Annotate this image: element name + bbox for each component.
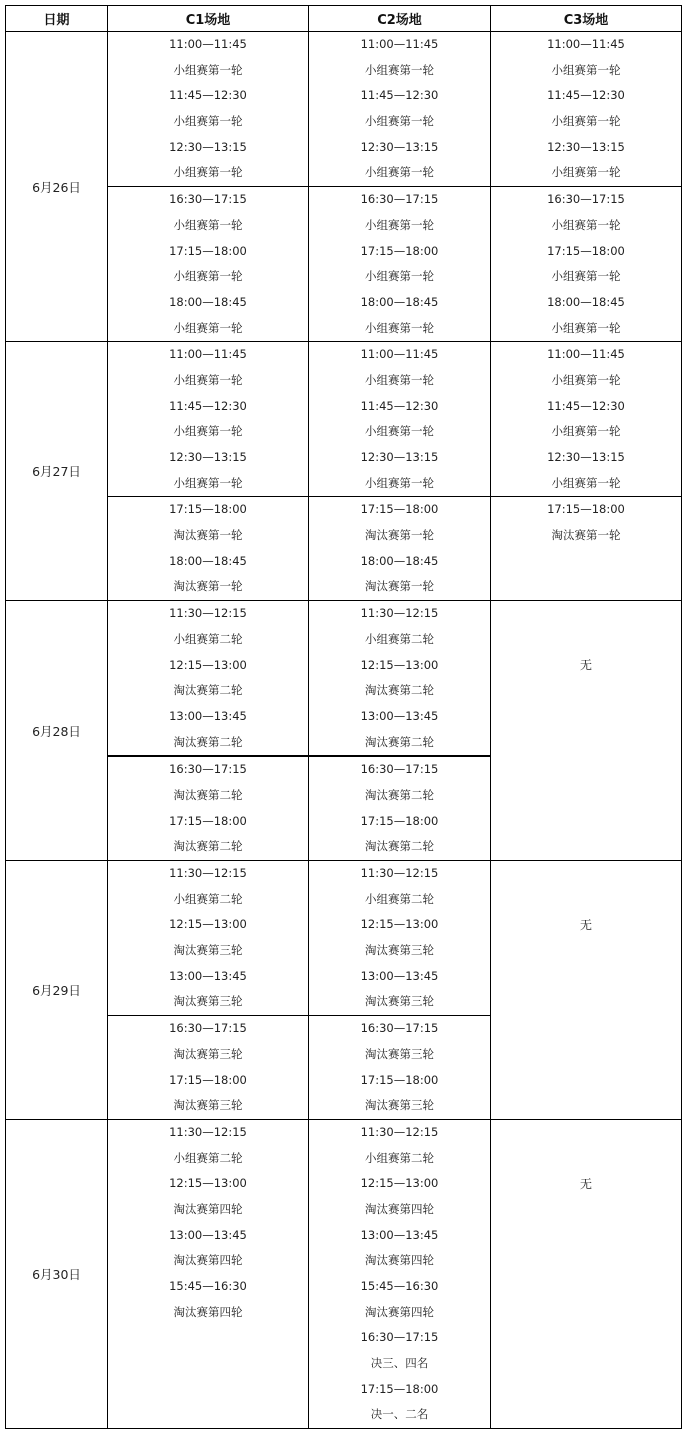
match-round: 小组赛第一轮 (173, 114, 243, 129)
slot-cell-c2 (309, 342, 491, 497)
time-slot: 11:00—11:45 (360, 37, 439, 51)
match-round: 小组赛第一轮 (551, 372, 621, 387)
time-slot: 18:00—18:45 (360, 553, 439, 568)
match-round: 淘汰赛第二轮 (365, 839, 434, 854)
match-round: 淘汰赛第四轮 (173, 1253, 243, 1268)
match-round: 小组赛第一轮 (365, 424, 434, 439)
match-round: 小组赛第一轮 (173, 320, 243, 335)
slot-cell-c2 (309, 497, 491, 601)
time-slot: 17:15—18:00 (169, 502, 247, 517)
slot-cell-c3 (491, 187, 682, 342)
match-round: 淘汰赛第四轮 (365, 1201, 434, 1216)
slot-cell-c1 (108, 342, 309, 497)
day-row (6, 1119, 682, 1428)
date-cell: 6月26日 (6, 32, 108, 342)
slot-cell-c1 (108, 601, 309, 757)
slot-cell-c3 (491, 32, 682, 187)
slot-cell-c1 (108, 756, 309, 860)
match-round: 淘汰赛第三轮 (365, 994, 434, 1009)
match-round: 小组赛第一轮 (365, 62, 434, 77)
day-row (6, 32, 682, 187)
match-round: 淘汰赛第二轮 (365, 683, 434, 698)
time-slot: 12:15—13:00 (169, 657, 247, 672)
header-c3: C3场地 (491, 6, 682, 32)
match-round: 淘汰赛第一轮 (173, 579, 243, 594)
time-slot: 12:30—13:15 (169, 139, 247, 154)
match-round: 淘汰赛第二轮 (173, 734, 243, 749)
day-row (6, 187, 682, 342)
slot-cell-c1 (108, 1119, 309, 1428)
time-slot: 17:15—18:00 (169, 813, 247, 828)
match-round: 淘汰赛第一轮 (365, 528, 434, 543)
day-row (6, 497, 682, 601)
time-slot: 17:15—18:00 (547, 502, 625, 517)
match-round: 小组赛第一轮 (173, 475, 243, 490)
match-round: 淘汰赛第四轮 (365, 1253, 434, 1268)
slot-cell-c1 (108, 497, 309, 601)
time-slot: 11:00—11:45 (547, 37, 625, 51)
time-slot: 12:15—13:00 (169, 917, 247, 932)
slot-cell-c1 (108, 32, 309, 187)
match-round: 淘汰赛第二轮 (365, 787, 434, 802)
slot-cell-c2 (309, 601, 491, 757)
match-round: 小组赛第二轮 (365, 891, 434, 906)
day-row (6, 861, 682, 1016)
slot-cell-c2 (309, 187, 491, 342)
time-slot: 16:30—17:15 (360, 1021, 439, 1036)
match-round: 淘汰赛第三轮 (365, 943, 434, 958)
match-round: 小组赛第一轮 (173, 62, 243, 77)
match-round: 小组赛第一轮 (365, 217, 434, 232)
date-cell: 6月30日 (6, 1119, 108, 1428)
time-slot: 18:00—18:45 (169, 294, 247, 309)
time-slot: 11:30—12:15 (360, 1124, 439, 1139)
header-date: 日期 (6, 6, 108, 32)
match-round: 小组赛第一轮 (173, 217, 243, 232)
time-slot: 11:45—12:30 (547, 88, 625, 103)
match-round: 小组赛第一轮 (551, 320, 621, 335)
slot-cell-c2 (309, 861, 491, 1016)
time-slot: 13:00—13:45 (169, 968, 247, 983)
time-slot: 12:15—13:00 (360, 917, 439, 932)
match-round: 小组赛第二轮 (365, 1150, 434, 1165)
time-slot: 16:30—17:15 (360, 1330, 439, 1345)
match-round: 小组赛第一轮 (551, 62, 621, 77)
match-round: 淘汰赛第三轮 (365, 1098, 434, 1113)
time-slot: 13:00—13:45 (360, 968, 439, 983)
match-round: 小组赛第二轮 (173, 891, 243, 906)
match-round: 淘汰赛第一轮 (173, 528, 243, 543)
slot-cell-c1 (108, 861, 309, 1016)
time-slot: 11:00—11:45 (547, 347, 625, 362)
time-slot: 12:30—13:15 (360, 139, 439, 154)
time-slot: 16:30—17:15 (360, 762, 439, 777)
time-slot: 15:45—16:30 (169, 1279, 247, 1293)
match-round: 淘汰赛第四轮 (365, 1304, 434, 1319)
time-slot: 12:15—13:00 (360, 1176, 439, 1191)
time-slot: 11:00—11:45 (169, 347, 247, 362)
match-round: 淘汰赛第二轮 (365, 734, 434, 749)
slot-cell-c3 (491, 342, 682, 497)
time-slot: 16:30—17:15 (169, 1021, 247, 1036)
time-slot: 11:30—12:15 (169, 1124, 247, 1139)
time-slot: 13:00—13:45 (169, 708, 247, 723)
time-slot: 13:00—13:45 (360, 708, 439, 723)
time-slot: 11:30—12:15 (360, 866, 439, 880)
date-cell: 6月27日 (6, 342, 108, 601)
time-slot: 11:45—12:30 (547, 398, 625, 413)
time-slot: 13:00—13:45 (169, 1227, 247, 1242)
time-slot: 17:15—18:00 (169, 243, 247, 258)
match-round: 小组赛第二轮 (173, 1150, 243, 1165)
slot-cell-c1 (108, 187, 309, 342)
day-row (6, 342, 682, 497)
time-slot: 18:00—18:45 (360, 294, 439, 309)
time-slot: 12:15—13:00 (169, 1176, 247, 1191)
match-round: 小组赛第一轮 (173, 424, 243, 439)
time-slot: 11:30—12:15 (169, 866, 247, 880)
time-slot: 11:45—12:30 (360, 88, 439, 103)
match-round: 决一、二名 (370, 1407, 429, 1422)
match-round: 淘汰赛第三轮 (365, 1046, 434, 1061)
match-round: 淘汰赛第二轮 (173, 787, 243, 802)
date-cell: 6月29日 (6, 861, 108, 1120)
match-round: 小组赛第一轮 (551, 217, 621, 232)
time-slot: 12:30—13:15 (547, 139, 625, 154)
time-slot: 11:00—11:45 (169, 37, 247, 51)
time-slot: 11:30—12:15 (360, 606, 439, 621)
time-slot: 16:30—17:15 (169, 762, 247, 777)
time-slot: 17:15—18:00 (360, 1381, 439, 1396)
match-round: 小组赛第一轮 (365, 269, 434, 284)
match-round: 小组赛第一轮 (365, 320, 434, 335)
slot-cell-c2 (309, 1119, 491, 1428)
time-slot: 11:45—12:30 (169, 398, 247, 413)
slot-cell-c2 (309, 1016, 491, 1120)
time-slot: 17:15—18:00 (547, 243, 625, 258)
schedule-table (5, 5, 682, 1429)
header-c2: C2场地 (309, 6, 491, 32)
match-round: 小组赛第一轮 (365, 165, 434, 180)
time-slot: 18:00—18:45 (169, 553, 247, 568)
time-slot: 16:30—17:15 (360, 192, 439, 207)
time-slot: 15:45—16:30 (360, 1279, 439, 1293)
none-label: 无 (579, 918, 592, 932)
none-label: 无 (579, 1176, 592, 1191)
time-slot: 17:15—18:00 (360, 1072, 439, 1087)
slot-cell-c2 (309, 756, 491, 860)
match-round: 小组赛第一轮 (365, 372, 434, 387)
header-row (6, 6, 682, 32)
date-cell: 6月28日 (6, 601, 108, 861)
match-round: 淘汰赛第二轮 (173, 839, 243, 854)
time-slot: 12:30—13:15 (360, 450, 439, 464)
match-round: 小组赛第一轮 (551, 114, 621, 129)
match-round: 淘汰赛第二轮 (173, 683, 243, 698)
match-round: 小组赛第二轮 (173, 631, 243, 646)
time-slot: 11:00—11:45 (360, 347, 439, 362)
match-round: 淘汰赛第四轮 (173, 1304, 243, 1319)
match-round: 小组赛第一轮 (551, 165, 621, 180)
match-round: 小组赛第一轮 (551, 424, 621, 439)
day-row (6, 601, 682, 757)
slot-cell-c3-empty (491, 1119, 682, 1428)
match-round: 淘汰赛第一轮 (365, 579, 434, 594)
time-slot: 18:00—18:45 (547, 294, 625, 309)
match-round: 淘汰赛第三轮 (173, 994, 243, 1009)
match-round: 小组赛第一轮 (173, 165, 243, 180)
match-round: 决三、四名 (370, 1356, 429, 1371)
time-slot: 12:30—13:15 (547, 450, 625, 464)
none-label: 无 (579, 658, 592, 673)
slot-cell-c3-empty (491, 861, 682, 1120)
time-slot: 16:30—17:15 (547, 192, 625, 207)
slot-cell-c1 (108, 1016, 309, 1120)
time-slot: 17:15—18:00 (360, 502, 439, 517)
slot-cell-c3 (491, 497, 682, 601)
time-slot: 17:15—18:00 (169, 1072, 247, 1087)
time-slot: 12:30—13:15 (169, 450, 247, 464)
slot-cell-c3-empty (491, 601, 682, 861)
match-round: 淘汰赛第三轮 (173, 943, 243, 958)
match-round: 小组赛第一轮 (365, 475, 434, 490)
match-round: 淘汰赛第三轮 (173, 1046, 243, 1061)
match-round: 小组赛第一轮 (551, 475, 621, 490)
time-slot: 11:45—12:30 (169, 88, 247, 103)
time-slot: 13:00—13:45 (360, 1227, 439, 1242)
slot-cell-c2 (309, 32, 491, 187)
header-c1: C1场地 (108, 6, 309, 32)
match-round: 淘汰赛第一轮 (551, 528, 621, 543)
match-round: 小组赛第一轮 (551, 269, 621, 284)
match-round: 小组赛第二轮 (365, 631, 434, 646)
time-slot: 17:15—18:00 (360, 243, 439, 258)
match-round: 淘汰赛第四轮 (173, 1201, 243, 1216)
match-round: 小组赛第一轮 (365, 114, 434, 129)
time-slot: 16:30—17:15 (169, 192, 247, 207)
time-slot: 11:45—12:30 (360, 398, 439, 413)
time-slot: 17:15—18:00 (360, 813, 439, 828)
schedule-body (6, 32, 682, 1429)
match-round: 小组赛第一轮 (173, 269, 243, 284)
time-slot: 11:30—12:15 (169, 606, 247, 621)
match-round: 淘汰赛第三轮 (173, 1098, 243, 1113)
match-round: 小组赛第一轮 (173, 372, 243, 387)
time-slot: 12:15—13:00 (360, 657, 439, 672)
